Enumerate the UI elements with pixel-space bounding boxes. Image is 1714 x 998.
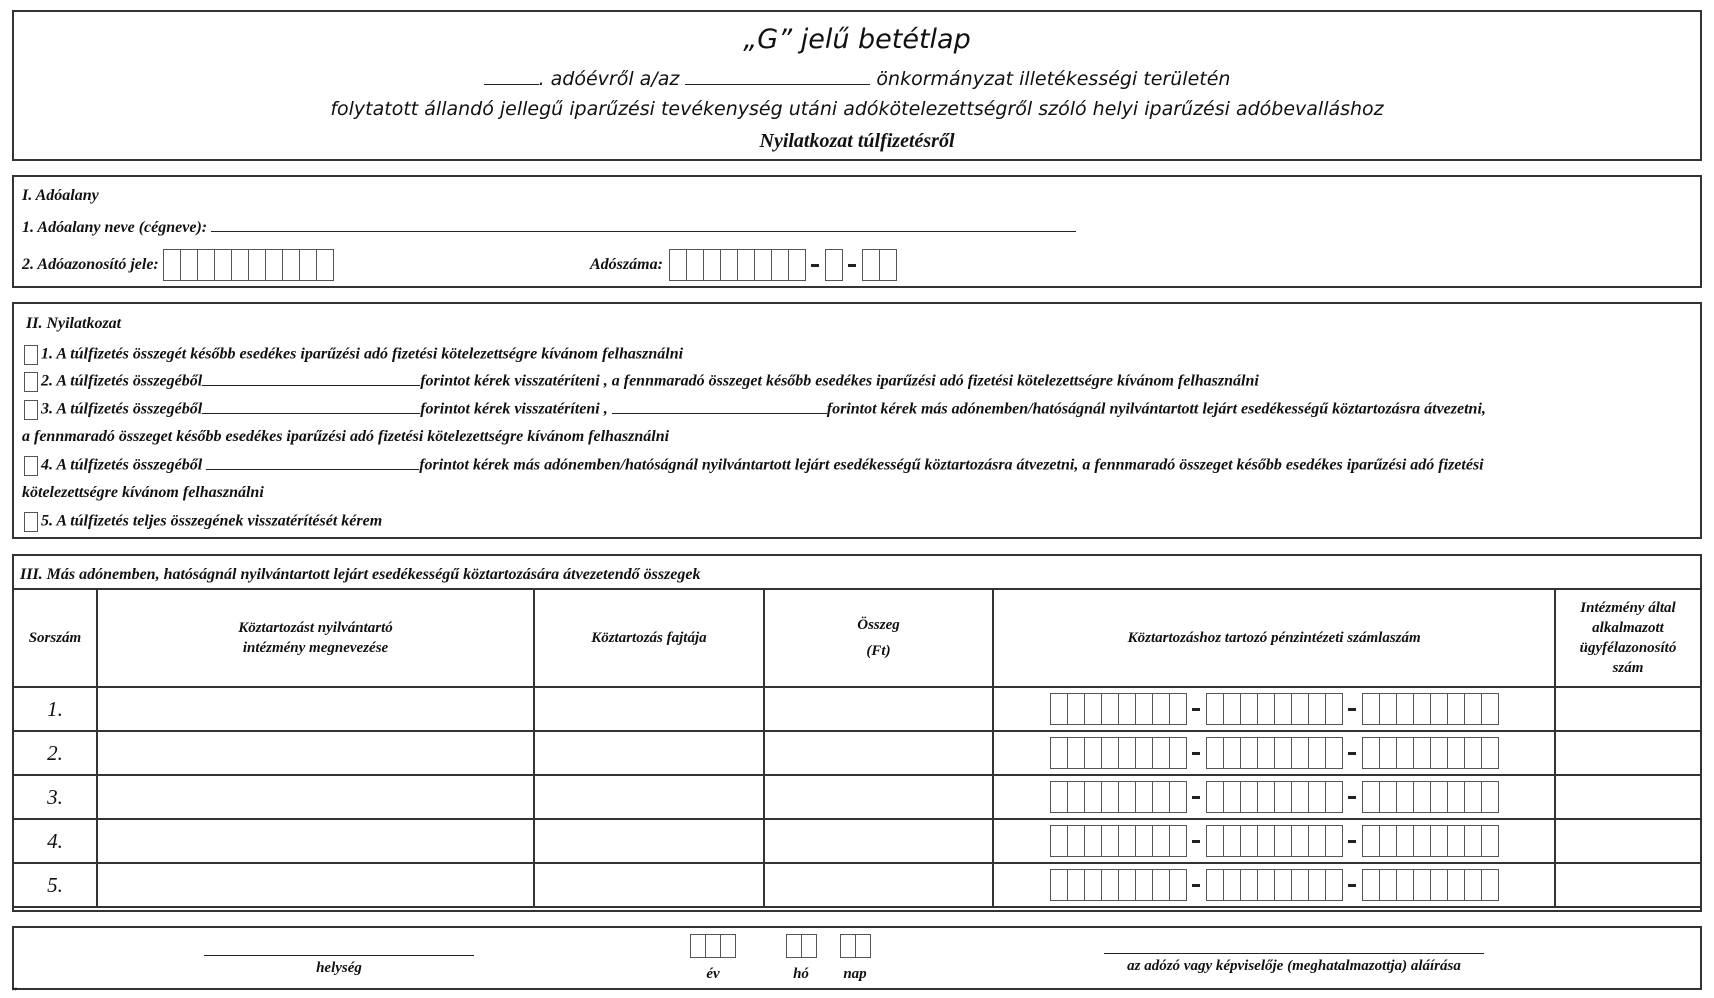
option-2: [24, 372, 1259, 392]
place-label: helység: [316, 960, 362, 976]
year-label: év: [706, 966, 720, 982]
account-cells-2[interactable]: [1206, 693, 1342, 725]
option-1-text: 1. A túlfizetés összegét később esedékes iparűzési adó fizetési kötelezettségre kívánom felhasználni: [41, 345, 684, 363]
option-2-text-a: 2. A túlfizetés összegéből: [41, 372, 203, 390]
taxpayer-name-field[interactable]: [211, 230, 1076, 232]
option-4: [24, 456, 1484, 476]
account-cells-1[interactable]: [1050, 825, 1186, 857]
month-cells[interactable]: [786, 934, 816, 958]
row-debt-type-cell[interactable]: [534, 687, 764, 731]
row-institution-cell[interactable]: [97, 775, 534, 819]
account-dash: [1348, 752, 1356, 755]
option-3-transfer-field[interactable]: [612, 412, 827, 414]
taxnum-dash-2: [848, 264, 856, 267]
month-label: hó: [793, 966, 809, 982]
taxnum-cells-county[interactable]: [862, 249, 896, 281]
account-cells-2[interactable]: [1206, 825, 1342, 857]
section2-heading: II. Nyilatkozat: [26, 315, 122, 332]
account-dash: [1192, 752, 1200, 755]
row-institution-cell[interactable]: [97, 819, 534, 863]
option-2-amount-field[interactable]: [202, 384, 420, 386]
row-amount-cell[interactable]: [764, 687, 994, 731]
row-institution-cell[interactable]: [97, 687, 534, 731]
option-3: [24, 400, 1486, 420]
row-client-id-cell[interactable]: [1555, 775, 1701, 819]
header-box: [12, 10, 1702, 161]
option-3-text-c: forintot kérek más adónemben/hatóságnál nyilvántartott lejárt esedékességű köztartozásra átvezetni,: [826, 400, 1486, 418]
row-amount-cell[interactable]: [764, 819, 994, 863]
row-client-id-cell[interactable]: [1555, 687, 1701, 731]
debt-table: [12, 588, 1702, 908]
account-cells-3[interactable]: [1362, 825, 1498, 857]
col-header-osszeg: [764, 589, 994, 687]
account-dash: [1192, 884, 1200, 887]
taxpayer-name-row: [22, 219, 1076, 237]
row-account-cell: [993, 863, 1555, 907]
option-5-checkbox[interactable]: [24, 512, 38, 532]
option-5: [24, 512, 382, 532]
col-header-ugyfel: Intézmény által alkalmazott ügyfélazonosító szám: [1555, 589, 1701, 687]
row-debt-type-cell[interactable]: [534, 775, 764, 819]
account-dash: [1192, 840, 1200, 843]
debt-table-header: [13, 589, 1701, 687]
taxnum-cells-main[interactable]: [669, 249, 805, 281]
account-cells-2[interactable]: [1206, 869, 1342, 901]
account-dash: [1192, 796, 1200, 799]
row-number: 2.: [13, 731, 97, 775]
account-cells-1[interactable]: [1050, 869, 1186, 901]
table-row: [13, 775, 1701, 819]
option-3-text-b: forintot kérek visszatéríteni ,: [420, 400, 608, 418]
taxnum-row: [590, 249, 896, 281]
section1-heading: I. Adóalany: [22, 187, 99, 204]
account-cells-1[interactable]: [1050, 781, 1186, 813]
account-cells-1[interactable]: [1050, 737, 1186, 769]
taxnum-cells-vat[interactable]: [825, 249, 842, 281]
row-client-id-cell[interactable]: [1555, 819, 1701, 863]
account-dash: [1348, 884, 1356, 887]
account-cells-2[interactable]: [1206, 737, 1342, 769]
section-nyilatkozat: [12, 302, 1702, 539]
option-3-continued: a fennmaradó összeget később esedékes iparűzési adó fizetési kötelezettségre kívánom felhasználni: [22, 428, 670, 445]
option-4-checkbox[interactable]: [24, 456, 38, 476]
col-header-szamla: Köztartozáshoz tartozó pénzintézeti számlaszám: [993, 589, 1555, 687]
place-field[interactable]: [204, 954, 474, 956]
table-row: [13, 863, 1701, 907]
account-dash: [1348, 840, 1356, 843]
municipality-label: önkormányzat illetékességi területén: [876, 68, 1231, 90]
row-debt-type-cell[interactable]: [534, 731, 764, 775]
municipality-blank[interactable]: [685, 83, 870, 85]
option-3-refund-field[interactable]: [202, 412, 420, 414]
account-dash: [1348, 708, 1356, 711]
option-3-checkbox[interactable]: [24, 400, 38, 420]
account-cells-3[interactable]: [1362, 869, 1498, 901]
day-label: nap: [843, 966, 867, 982]
taxpayer-name-label: 1. Adóalany neve (cégneve):: [22, 219, 208, 236]
col-header-intezmeny: [97, 589, 534, 687]
option-1-checkbox[interactable]: [24, 345, 38, 365]
taxnum-label: Adószáma:: [590, 256, 663, 273]
option-4-transfer-field[interactable]: [206, 468, 419, 470]
signature-box: [12, 926, 1702, 990]
year-cells[interactable]: [690, 934, 735, 958]
form-subtitle: Nyilatkozat túlfizetésről: [759, 130, 955, 152]
taxid-cells[interactable]: [163, 249, 333, 281]
taxnum-dash-1: [811, 264, 819, 267]
row-client-id-cell[interactable]: [1555, 731, 1701, 775]
table-row: [13, 819, 1701, 863]
closing-quote: ”: [12, 984, 18, 998]
row-account-cell: [993, 819, 1555, 863]
account-cells-2[interactable]: [1206, 781, 1342, 813]
day-cells[interactable]: [840, 934, 870, 958]
account-dash: [1348, 796, 1356, 799]
signature-label: az adózó vagy képviselője (meghatalmazottja) aláírása: [1127, 958, 1461, 974]
option-4-text-a: 4. A túlfizetés összegéből: [41, 456, 203, 474]
row-number: 5.: [13, 863, 97, 907]
header-description: folytatott állandó jellegű iparűzési tevékenység utáni adókötelezettségről szóló helyi iparűzési adóbevalláshoz: [330, 98, 1384, 120]
option-1: [24, 345, 683, 365]
col-header-intezmeny-line2: intézmény megnevezése: [242, 640, 389, 656]
row-amount-cell[interactable]: [764, 863, 994, 907]
account-cells-3[interactable]: [1362, 781, 1498, 813]
taxid-row: [22, 249, 333, 281]
row-amount-cell[interactable]: [764, 731, 994, 775]
col-header-sorszam: Sorszám: [13, 589, 97, 687]
option-2-text-b: forintot kérek visszatéríteni , a fennmaradó összeget később esedékes iparűzési adó fizetési kötelezettségre kívánom felhasználni: [420, 372, 1259, 390]
tax-year-label: . adóévről a/az: [538, 68, 680, 90]
section3-heading: III. Más adónemben, hatóságnál nyilvántartott lejárt esedékességű köztartozására átvezetendő összegek: [20, 566, 701, 583]
row-institution-cell[interactable]: [97, 863, 534, 907]
account-cells-1[interactable]: [1050, 693, 1186, 725]
row-debt-type-cell[interactable]: [534, 863, 764, 907]
row-debt-type-cell[interactable]: [534, 819, 764, 863]
account-dash: [1192, 708, 1200, 711]
row-number: 1.: [13, 687, 97, 731]
table-row: [13, 731, 1701, 775]
option-4-text-b: forintot kérek más adónemben/hatóságnál nyilvántartott lejárt esedékességű köztartozásra átvezetni, a fennmaradó összeget később esedékes iparűzési adó fizetési: [419, 456, 1484, 474]
account-cells-3[interactable]: [1362, 693, 1498, 725]
row-number: 4.: [13, 819, 97, 863]
row-number: 3.: [13, 775, 97, 819]
row-account-cell: [993, 731, 1555, 775]
option-4-continued: kötelezettségre kívánom felhasználni: [22, 484, 264, 501]
table-row: [13, 687, 1701, 731]
signature-field[interactable]: [1104, 952, 1484, 954]
option-2-checkbox[interactable]: [24, 372, 38, 392]
row-account-cell: [993, 775, 1555, 819]
account-cells-3[interactable]: [1362, 737, 1498, 769]
col-header-fajta: Köztartozás fajtája: [534, 589, 764, 687]
option-5-text: 5. A túlfizetés teljes összegének visszatérítését kérem: [41, 512, 383, 530]
row-institution-cell[interactable]: [97, 731, 534, 775]
tax-year-line: [14, 68, 1700, 90]
col-header-osszeg-line1: Összeg: [857, 617, 900, 633]
row-client-id-cell[interactable]: [1555, 863, 1701, 907]
row-amount-cell[interactable]: [764, 775, 994, 819]
col-header-intezmeny-line1: Köztartozást nyilvántartó: [238, 620, 393, 636]
option-3-text-a: 3. A túlfizetés összegéből: [41, 400, 203, 418]
section-adoalany: [12, 175, 1702, 288]
col-header-osszeg-line2: (Ft): [866, 643, 891, 659]
form-title: „G” jelű betétlap: [743, 24, 971, 55]
row-account-cell: [993, 687, 1555, 731]
taxid-label: 2. Adóazonosító jele:: [22, 256, 159, 273]
tax-year-blank[interactable]: [484, 83, 539, 85]
